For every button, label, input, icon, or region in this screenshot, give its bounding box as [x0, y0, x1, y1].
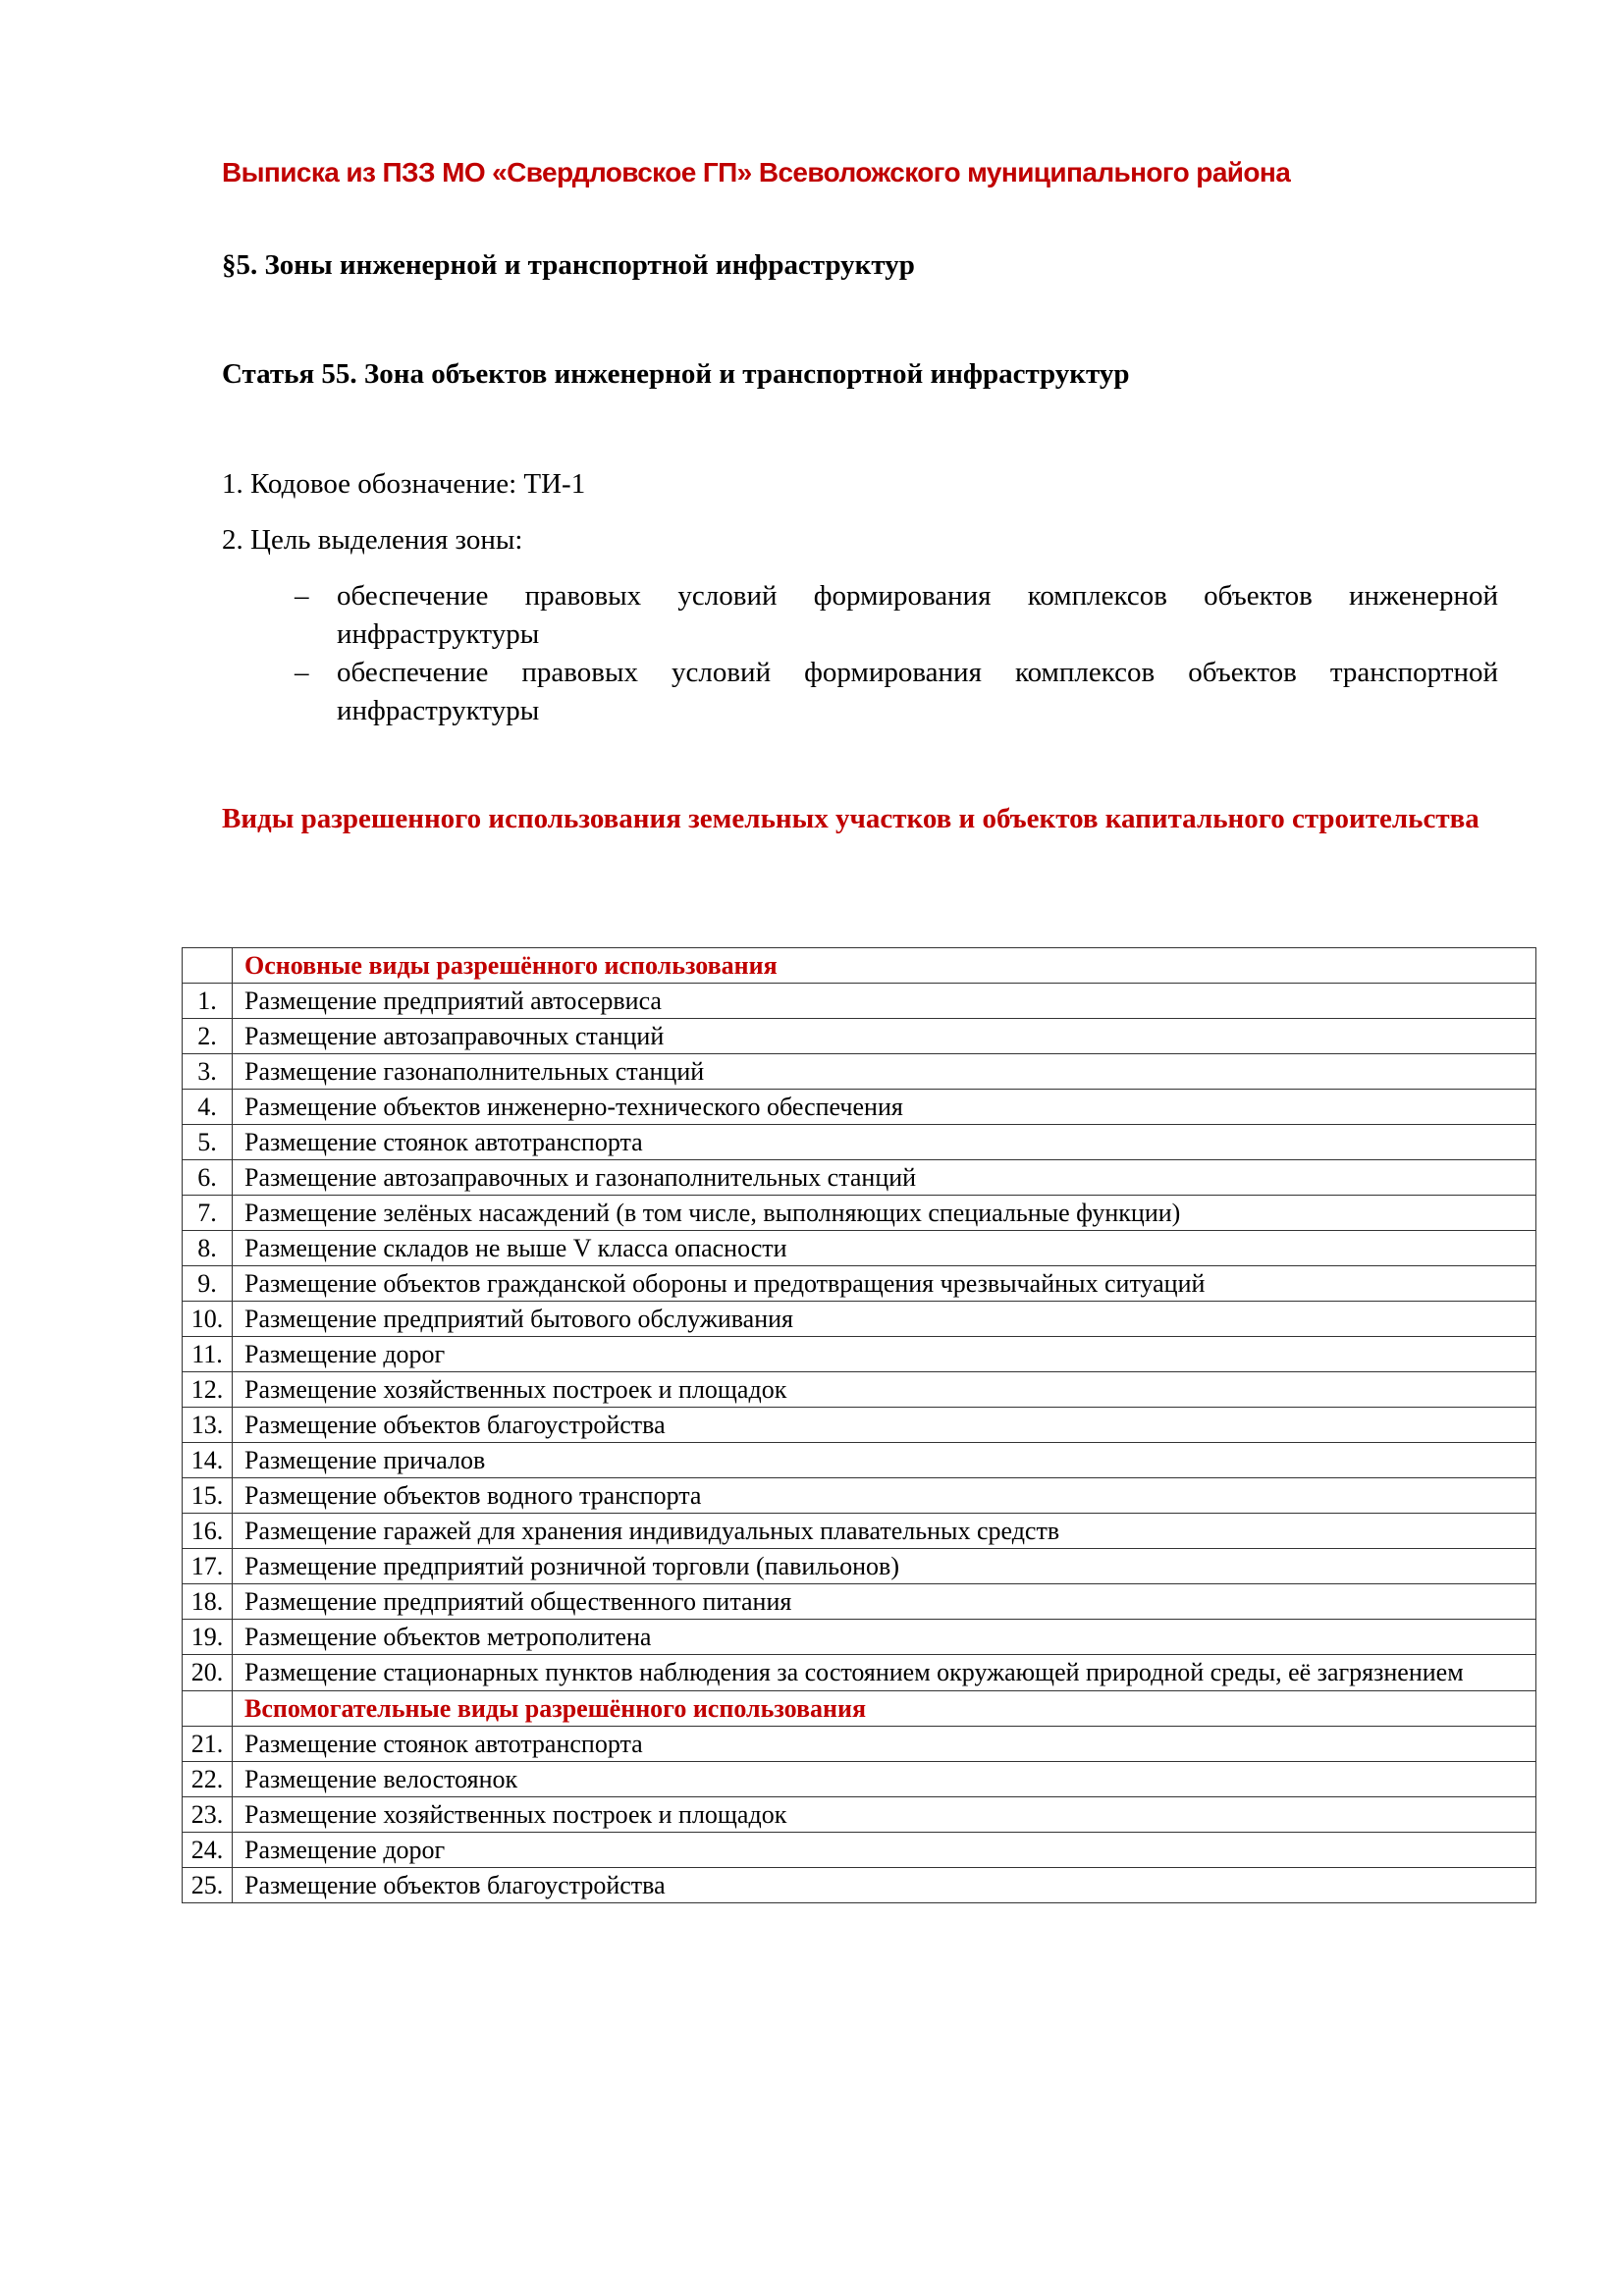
table-cell-text: Размещение предприятий общественного питания	[233, 1584, 1536, 1620]
table-cell-text: Размещение стоянок автотранспорта	[233, 1727, 1536, 1762]
table-row	[183, 1655, 1536, 1691]
table-cell-text: Размещение гаражей для хранения индивидуальных плавательных средств	[233, 1514, 1536, 1549]
table-cell-text: Размещение причалов	[233, 1443, 1536, 1478]
goal-text: обеспечение правовых условий формирования комплексов объектов инженерной инфраструктуры	[337, 580, 1498, 650]
table-cell-num: 20.	[183, 1655, 233, 1691]
table-cell-num	[183, 1691, 233, 1727]
table-row	[183, 1549, 1536, 1584]
list-item	[295, 577, 1498, 654]
permitted-uses-table	[182, 947, 1536, 1903]
table-cell-num: 3.	[183, 1054, 233, 1090]
table-row	[183, 1833, 1536, 1868]
table-body	[183, 948, 1536, 1903]
table-cell-num: 25.	[183, 1868, 233, 1903]
table-group-row-aux	[183, 1691, 1536, 1727]
table-cell-text: Размещение объектов метрополитена	[233, 1620, 1536, 1655]
table-cell-text: Размещение объектов водного транспорта	[233, 1478, 1536, 1514]
table-row	[183, 1231, 1536, 1266]
table-cell-num: 24.	[183, 1833, 233, 1868]
table-row	[183, 1266, 1536, 1302]
table-row	[183, 1302, 1536, 1337]
table-row	[183, 1054, 1536, 1090]
zone-goals-list	[295, 577, 1498, 730]
dash-bullet-icon: –	[295, 580, 309, 612]
table-cell-text: Размещение дорог	[233, 1337, 1536, 1372]
table-cell-text: Размещение газонаполнительных станций	[233, 1054, 1536, 1090]
table-cell-num: 2.	[183, 1019, 233, 1054]
table-row	[183, 1868, 1536, 1903]
table-row	[183, 1727, 1536, 1762]
table-row	[183, 1160, 1536, 1196]
goal-text: обеспечение правовых условий формирования комплексов объектов транспортной инфраструктуры	[337, 657, 1498, 726]
table-cell-num: 10.	[183, 1302, 233, 1337]
table-row	[183, 984, 1536, 1019]
table-cell-num: 22.	[183, 1762, 233, 1797]
table-cell-num: 1.	[183, 984, 233, 1019]
zone-goal-line: 2. Цель выделения зоны:	[222, 524, 523, 556]
table-cell-num: 11.	[183, 1337, 233, 1372]
table-row	[183, 1584, 1536, 1620]
table-row	[183, 1478, 1536, 1514]
table-row	[183, 1443, 1536, 1478]
table-cell-num: 21.	[183, 1727, 233, 1762]
table-cell-num: 17.	[183, 1549, 233, 1584]
table-cell-num: 4.	[183, 1090, 233, 1125]
table-row	[183, 1797, 1536, 1833]
table-cell-text: Размещение объектов благоустройства	[233, 1868, 1536, 1903]
table-cell-text: Размещение хозяйственных построек и площадок	[233, 1797, 1536, 1833]
table-cell-num: 16.	[183, 1514, 233, 1549]
table-cell-num: 5.	[183, 1125, 233, 1160]
table-cell-text: Размещение велостоянок	[233, 1762, 1536, 1797]
table-cell-text: Размещение предприятий бытового обслуживания	[233, 1302, 1536, 1337]
table-row	[183, 1125, 1536, 1160]
table-cell-text: Размещение предприятий автосервиса	[233, 984, 1536, 1019]
table-cell-text: Размещение дорог	[233, 1833, 1536, 1868]
table-row	[183, 1408, 1536, 1443]
table-cell-text: Размещение автозаправочных и газонаполнительных станций	[233, 1160, 1536, 1196]
table-cell-num: 23.	[183, 1797, 233, 1833]
table-cell-num: 6.	[183, 1160, 233, 1196]
table-row	[183, 1514, 1536, 1549]
table-cell-num: 15.	[183, 1478, 233, 1514]
table-cell-num: 14.	[183, 1443, 233, 1478]
table-cell-text: Размещение автозаправочных станций	[233, 1019, 1536, 1054]
table-cell-text: Размещение стоянок автотранспорта	[233, 1125, 1536, 1160]
zone-code-line: 1. Кодовое обозначение: ТИ-1	[222, 468, 586, 500]
table-cell-text: Размещение объектов благоустройства	[233, 1408, 1536, 1443]
table-cell-text: Размещение объектов гражданской обороны и предотвращения чрезвычайных ситуаций	[233, 1266, 1536, 1302]
table-cell-num: 18.	[183, 1584, 233, 1620]
table-row	[183, 1019, 1536, 1054]
dash-bullet-icon: –	[295, 657, 309, 688]
table-cell-num: 8.	[183, 1231, 233, 1266]
table-row	[183, 1337, 1536, 1372]
table-cell-num: 7.	[183, 1196, 233, 1231]
table-row	[183, 1090, 1536, 1125]
article-heading: Статья 55. Зона объектов инженерной и транспортной инфраструктур	[222, 358, 1130, 390]
document-title: Выписка из ПЗЗ МО «Свердловское ГП» Всеволожского муниципального района	[222, 157, 1291, 187]
section-heading: §5. Зоны инженерной и транспортной инфраструктур	[222, 249, 915, 281]
table-cell-text: Размещение стационарных пунктов наблюдения за состоянием окружающей природной среды, её загрязнением	[233, 1655, 1536, 1691]
table-cell-num: 13.	[183, 1408, 233, 1443]
table-row	[183, 1620, 1536, 1655]
permitted-uses-heading: Виды разрешенного использования земельных участков и объектов капитального строительства	[222, 803, 1479, 834]
table-cell-text: Размещение зелёных насаждений (в том числе, выполняющих специальные функции)	[233, 1196, 1536, 1231]
table-group-title: Вспомогательные виды разрешённого использования	[233, 1691, 1536, 1727]
table-row	[183, 1762, 1536, 1797]
table-cell-text: Размещение складов не выше V класса опасности	[233, 1231, 1536, 1266]
table-cell-text: Размещение предприятий розничной торговли (павильонов)	[233, 1549, 1536, 1584]
table-cell-num: 12.	[183, 1372, 233, 1408]
table-cell-text: Размещение объектов инженерно-технического обеспечения	[233, 1090, 1536, 1125]
table-row	[183, 1372, 1536, 1408]
table-cell-text: Размещение хозяйственных построек и площадок	[233, 1372, 1536, 1408]
table-cell-num	[183, 948, 233, 984]
table-cell-num: 9.	[183, 1266, 233, 1302]
table-group-title: Основные виды разрешённого использования	[233, 948, 1536, 984]
table-row	[183, 1196, 1536, 1231]
list-item	[295, 654, 1498, 730]
table-group-row-main	[183, 948, 1536, 984]
table-cell-num: 19.	[183, 1620, 233, 1655]
